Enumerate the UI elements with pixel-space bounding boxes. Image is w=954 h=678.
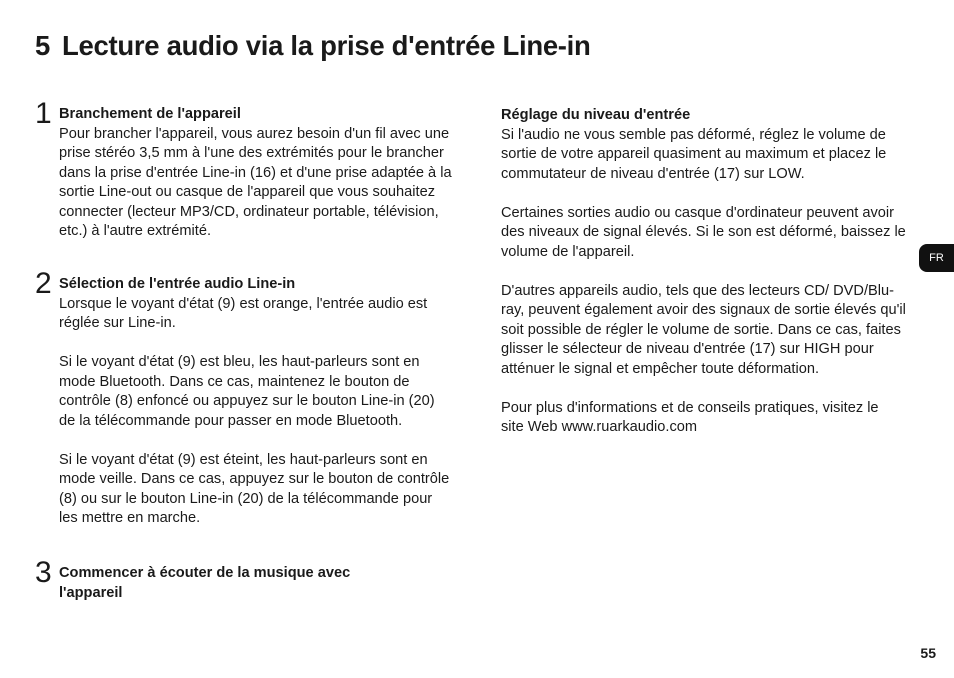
step-paragraph: Si le voyant d'état (9) est bleu, les haut-parleurs sont en mode Bluetooth. Dans ce cas, maintenez le bouton de contrôle (8) enfoncé ou appuyez sur le bouton Line-in (20) de la télécommande pour passer en mode Bluetooth. — [59, 354, 435, 429]
section-paragraph: D'autres appareils audio, tels que des lecteurs CD/ DVD/Blu-ray, peuvent également avoir des signaux de sortie élevés qu'il soit possible de régler le volume de sortie. Dans ce cas, faites glisser le sélecteur de niveau d'entrée (17) sur HIGH pour atténuer le signal et empêcher toute déformation. — [501, 282, 906, 377]
language-tab: FR — [919, 244, 954, 272]
step-number: 1 — [35, 97, 52, 130]
step-paragraph: Pour brancher l'appareil, vous aurez besoin d'un fil avec une prise stéréo 3,5 mm à l'une des extrémités pour le brancher dans la prise d'entrée Line-in (16) et d'une prise adaptée à la sortie Line-out ou casque de l'appareil que vous souhaitez connecter (lecteur MP3/CD, ordinateur portable, télévision, etc.) à l'autre extrémité. — [59, 125, 452, 239]
step-heading: Sélection de l'entrée audio Line-in — [59, 276, 296, 292]
step-heading: Commencer à écouter de la musique avec l'appareil — [59, 565, 351, 601]
section-paragraph: Certaines sorties audio ou casque d'ordinateur peuvent avoir des niveaux de signal élevés. Si le son est déformé, baissez le volume de l'appareil. — [501, 204, 906, 260]
page-title — [35, 30, 591, 62]
step-number: 2 — [35, 267, 52, 300]
step-paragraph: Lorsque le voyant d'état (9) est orange, l'entrée audio est réglée sur Line-in. — [59, 295, 428, 331]
section-title: Lecture audio via la prise d'entrée Line-in — [62, 30, 591, 61]
step-number: 3 — [35, 556, 52, 589]
input-level-section — [501, 106, 921, 438]
section-paragraph: Si l'audio ne vous semble pas déformé, réglez le volume de sortie de votre appareil quasiment au maximum et placez le commutateur de niveau d'entrée (17) sur LOW. — [501, 126, 887, 182]
step-heading: Branchement de l'appareil — [59, 106, 241, 122]
section-heading: Réglage du niveau d'entrée — [501, 107, 691, 123]
step-paragraph: Si le voyant d'état (9) est éteint, les haut-parleurs sont en mode veille. Dans ce cas, appuyez sur le bouton de contrôle (8) ou sur le bouton Line-in (20) de la télécommande pour les mettre en marche. — [59, 451, 450, 526]
section-paragraph: Pour plus d'informations et de conseils pratiques, visitez le site Web www.ruarkaudio.com — [501, 399, 879, 435]
section-number: 5 — [35, 30, 50, 61]
page-number: 55 — [920, 645, 936, 661]
